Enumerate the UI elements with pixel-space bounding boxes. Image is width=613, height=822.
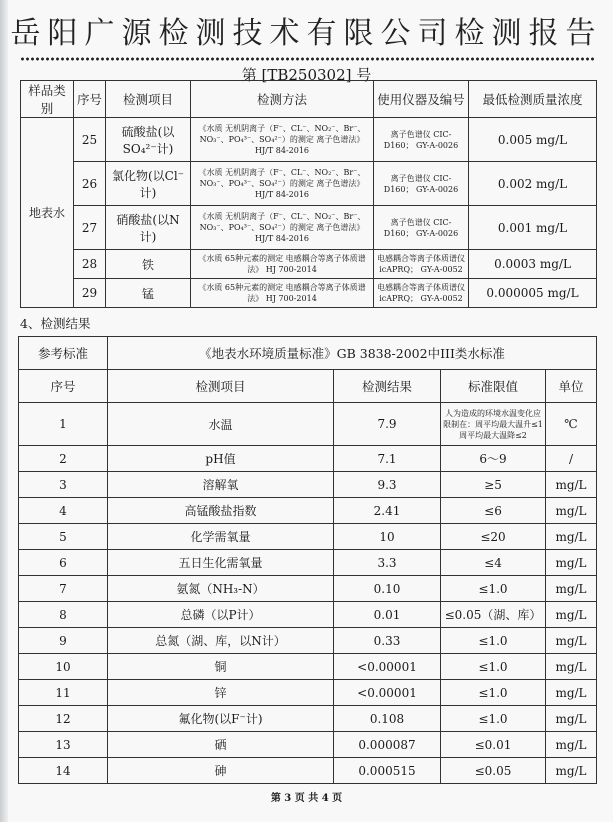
instrument: 离子色谱仪 CIC-D160； GY-A-0026 bbox=[374, 118, 469, 162]
report-number: 第 [TB250302] 号 bbox=[241, 66, 372, 84]
standard-limit: ≤4 bbox=[441, 550, 546, 576]
column-header: 检测项目 bbox=[106, 81, 191, 118]
test-item: pH值 bbox=[108, 446, 334, 472]
standard-limit: ≤1.0 bbox=[441, 680, 546, 706]
results-table bbox=[18, 336, 597, 784]
test-item: 氟化物(以F⁻计) bbox=[108, 706, 334, 732]
test-item: 水温 bbox=[108, 403, 334, 446]
test-item: 硝酸盐(以N 计) bbox=[106, 206, 191, 250]
test-item: 铜 bbox=[108, 654, 334, 680]
unit: mg/L bbox=[546, 602, 597, 628]
unit: mg/L bbox=[546, 680, 597, 706]
column-header: 序号 bbox=[74, 81, 106, 118]
test-item: 铁 bbox=[106, 250, 191, 279]
unit: mg/L bbox=[546, 628, 597, 654]
standard-limit: ≤1.0 bbox=[441, 654, 546, 680]
row-number: 12 bbox=[19, 706, 108, 732]
page-number: 第 3 页 共 4 页 bbox=[270, 793, 343, 804]
standard-limit: ≤6 bbox=[441, 498, 546, 524]
test-item: 溶解氧 bbox=[108, 472, 334, 498]
table-row bbox=[19, 524, 597, 550]
table-row bbox=[19, 602, 597, 628]
row-number: 14 bbox=[19, 758, 108, 784]
unit: mg/L bbox=[546, 654, 597, 680]
standard-limit: ≥5 bbox=[441, 472, 546, 498]
row-number: 26 bbox=[74, 162, 106, 206]
table-row bbox=[19, 550, 597, 576]
test-item: 锌 bbox=[108, 680, 334, 706]
test-result: 7.1 bbox=[334, 446, 441, 472]
table-row bbox=[19, 732, 597, 758]
row-number: 10 bbox=[19, 654, 108, 680]
table-row bbox=[19, 403, 597, 446]
row-number: 5 bbox=[19, 524, 108, 550]
detection-limit: 0.001 mg/L bbox=[469, 206, 597, 250]
reference-label: 参考标准 bbox=[19, 337, 108, 370]
row-number: 11 bbox=[19, 680, 108, 706]
test-item: 砷 bbox=[108, 758, 334, 784]
test-method: 《水质 65种元素的测定 电感耦合等离子体质谱法》 HJ 700-2014 bbox=[191, 279, 374, 308]
unit: mg/L bbox=[546, 524, 597, 550]
unit: mg/L bbox=[546, 706, 597, 732]
test-item: 总磷（以P计） bbox=[108, 602, 334, 628]
method-table bbox=[20, 80, 597, 308]
test-result: 0.33 bbox=[334, 628, 441, 654]
test-result: 0.108 bbox=[334, 706, 441, 732]
test-result: 7.9 bbox=[334, 403, 441, 446]
table-row bbox=[19, 446, 597, 472]
table-row bbox=[21, 206, 597, 250]
column-header: 检测项目 bbox=[108, 370, 334, 403]
test-item: 化学需氧量 bbox=[108, 524, 334, 550]
test-result: 10 bbox=[334, 524, 441, 550]
instrument: 电感耦合等离子体质谱仪icAPRQ； GY-A-0052 bbox=[374, 250, 469, 279]
row-number: 4 bbox=[19, 498, 108, 524]
test-method: 《水质 无机阴离子（F⁻、CL⁻、NO₂⁻、Br⁻、NO₃⁻、PO₄³⁻、SO₄²⁻）的测定 离子色谱法》HJ/T 84-2016 bbox=[191, 162, 374, 206]
standard-limit: ≤20 bbox=[441, 524, 546, 550]
table-row bbox=[19, 654, 597, 680]
row-number: 8 bbox=[19, 602, 108, 628]
detection-limit: 0.000005 mg/L bbox=[469, 279, 597, 308]
scan-edge bbox=[0, 0, 8, 822]
table-row bbox=[19, 758, 597, 784]
test-result: 3.3 bbox=[334, 550, 441, 576]
unit: mg/L bbox=[546, 576, 597, 602]
instrument: 离子色谱仪 CIC-D160； GY-A-0026 bbox=[374, 162, 469, 206]
row-number: 27 bbox=[74, 206, 106, 250]
section-title: 4、检测结果 bbox=[20, 316, 91, 331]
test-result: 0.10 bbox=[334, 576, 441, 602]
test-method: 《水质 65种元素的测定 电感耦合等离子体质谱法》 HJ 700-2014 bbox=[191, 250, 374, 279]
test-item: 硫酸盐(以SO₄²⁻计) bbox=[106, 118, 191, 162]
header-row bbox=[19, 370, 597, 403]
instrument: 离子色谱仪 CIC-D160； GY-A-0026 bbox=[374, 206, 469, 250]
row-number: 3 bbox=[19, 472, 108, 498]
detection-limit: 0.0003 mg/L bbox=[469, 250, 597, 279]
unit: mg/L bbox=[546, 758, 597, 784]
sample-type: 地表水 bbox=[21, 118, 74, 308]
row-number: 13 bbox=[19, 732, 108, 758]
table-row bbox=[19, 628, 597, 654]
table-row bbox=[21, 250, 597, 279]
test-result: 9.3 bbox=[334, 472, 441, 498]
reference-standard: 《地表水环境质量标准》GB 3838-2002中III类水标准 bbox=[108, 337, 597, 370]
test-item: 氨氮（NH₃-N） bbox=[108, 576, 334, 602]
report-title: 岳阳广源检测技术有限公司检测报告 bbox=[10, 16, 603, 51]
unit: / bbox=[546, 446, 597, 472]
unit: mg/L bbox=[546, 472, 597, 498]
detection-limit: 0.005 mg/L bbox=[469, 118, 597, 162]
column-header: 最低检测质量浓度 bbox=[469, 81, 597, 118]
test-result: 0.000087 bbox=[334, 732, 441, 758]
test-method: 《水质 无机阴离子（F⁻、CL⁻、NO₂⁻、Br⁻、NO₃⁻、PO₄³⁻、SO₄²⁻）的测定 离子色谱法》HJ/T 84-2016 bbox=[191, 118, 374, 162]
unit: mg/L bbox=[546, 498, 597, 524]
column-header: 单位 bbox=[546, 370, 597, 403]
standard-limit: ≤1.0 bbox=[441, 706, 546, 732]
table-row bbox=[21, 162, 597, 206]
table-row bbox=[19, 498, 597, 524]
row-number: 29 bbox=[74, 279, 106, 308]
unit: mg/L bbox=[546, 550, 597, 576]
test-result: 0.01 bbox=[334, 602, 441, 628]
standard-limit: ≤0.05（湖、库） bbox=[441, 602, 546, 628]
table-row bbox=[19, 472, 597, 498]
column-header: 检测方法 bbox=[191, 81, 374, 118]
test-item: 锰 bbox=[106, 279, 191, 308]
table-row bbox=[21, 118, 597, 162]
standard-limit: ≤1.0 bbox=[441, 576, 546, 602]
column-header: 序号 bbox=[19, 370, 108, 403]
column-header: 使用仪器及编号 bbox=[374, 81, 469, 118]
instrument: 电感耦合等离子体质谱仪icAPRQ； GY-A-0052 bbox=[374, 279, 469, 308]
reference-row bbox=[19, 337, 597, 370]
unit: mg/L bbox=[546, 732, 597, 758]
column-header: 检测结果 bbox=[334, 370, 441, 403]
standard-limit: 人为造成的环境水温变化应限制在：周平均最大温升≤1 周平均最大温降≤2 bbox=[441, 403, 546, 446]
standard-limit: ≤0.01 bbox=[441, 732, 546, 758]
test-result: 0.000515 bbox=[334, 758, 441, 784]
test-method: 《水质 无机阴离子（F⁻、CL⁻、NO₂⁻、Br⁻、NO₃⁻、PO₄³⁻、SO₄²⁻）的测定 离子色谱法》HJ/T 84-2016 bbox=[191, 206, 374, 250]
row-number: 2 bbox=[19, 446, 108, 472]
test-item: 高锰酸盐指数 bbox=[108, 498, 334, 524]
test-item: 氯化物(以Cl⁻计) bbox=[106, 162, 191, 206]
column-header: 标准限值 bbox=[441, 370, 546, 403]
standard-limit: 6～9 bbox=[441, 446, 546, 472]
table-row bbox=[19, 680, 597, 706]
test-item: 硒 bbox=[108, 732, 334, 758]
row-number: 7 bbox=[19, 576, 108, 602]
test-result: <0.00001 bbox=[334, 680, 441, 706]
test-result: 2.41 bbox=[334, 498, 441, 524]
row-number: 9 bbox=[19, 628, 108, 654]
test-item: 总氮（湖、库，以N计） bbox=[108, 628, 334, 654]
standard-limit: ≤0.05 bbox=[441, 758, 546, 784]
standard-limit: ≤1.0 bbox=[441, 628, 546, 654]
row-number: 1 bbox=[19, 403, 108, 446]
row-number: 25 bbox=[74, 118, 106, 162]
table-row bbox=[19, 576, 597, 602]
detection-limit: 0.002 mg/L bbox=[469, 162, 597, 206]
column-header: 样品类别 bbox=[21, 81, 74, 118]
test-item: 五日生化需氧量 bbox=[108, 550, 334, 576]
unit: ℃ bbox=[546, 403, 597, 446]
test-result: <0.00001 bbox=[334, 654, 441, 680]
table-row bbox=[21, 279, 597, 308]
row-number: 28 bbox=[74, 250, 106, 279]
table-row bbox=[19, 706, 597, 732]
row-number: 6 bbox=[19, 550, 108, 576]
dotted-divider bbox=[20, 57, 596, 61]
